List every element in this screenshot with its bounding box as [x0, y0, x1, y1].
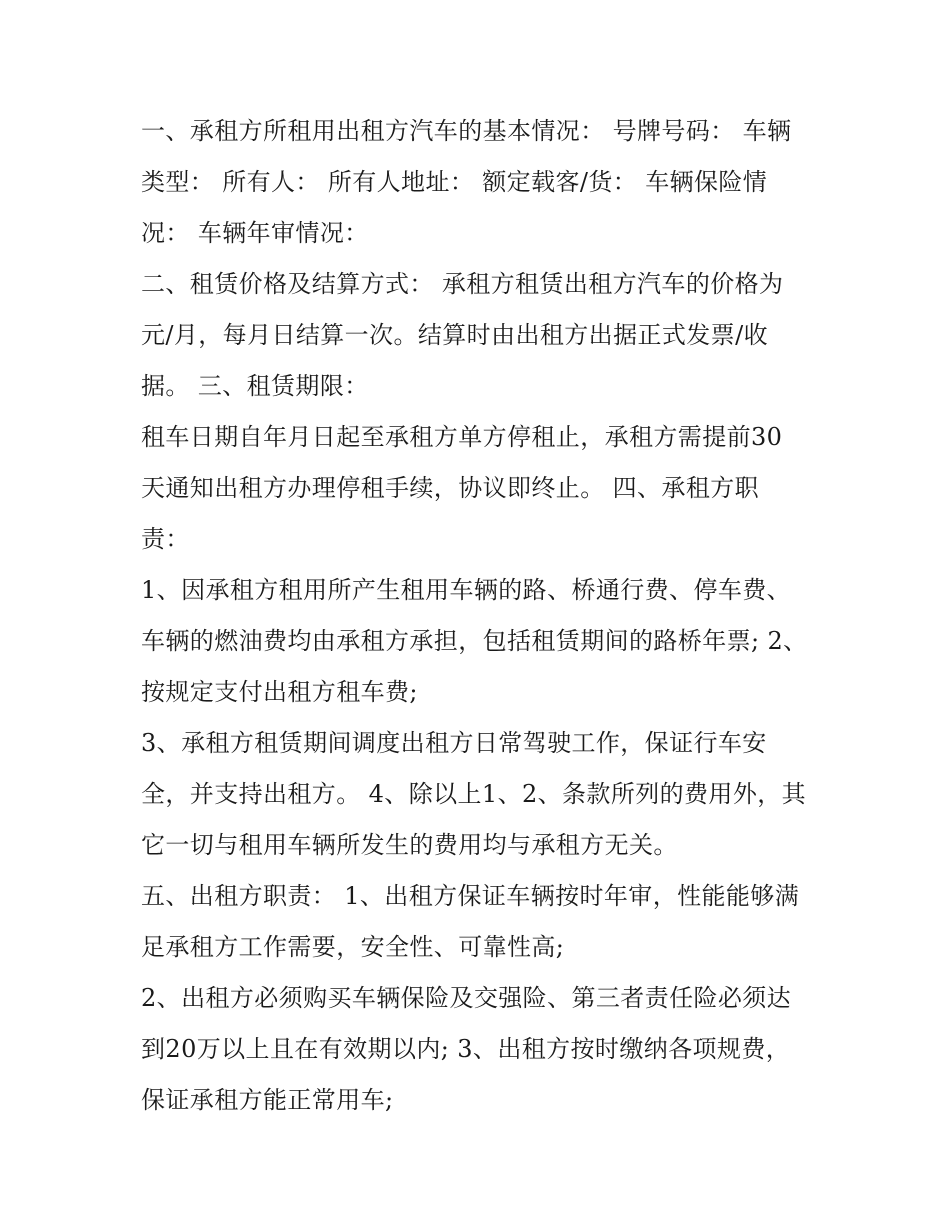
- document-body: [141, 106, 821, 1126]
- paragraph-lessor-duty-1: 五、出租方职责： 1、出租方保证车辆按时年审，性能能够满 足承租方工作需要，安全性、可靠性高;: [141, 882, 800, 961]
- paragraph-rental-period: 租车日期自年月日起至承租方单方停租止，承租方需提前30 天通知出租方办理停租手续，协议即终止。 四、承租方职 责：: [141, 423, 783, 553]
- paragraph-vehicle-info: 一、承租方所租用出租方汽车的基本情况： 号牌号码： 车辆 类型： 所有人： 所有人地址： 额定载客/货： 车辆保险情 况： 车辆年审情况：: [141, 117, 792, 247]
- paragraph-lessee-duty-1-2: 1、因承租方租用所产生租用车辆的路、桥通行费、停车费、 车辆的燃油费均由承租方承担，包括租赁期间的路桥年票; 2、 按规定支付出租方租车费;: [141, 576, 808, 706]
- paragraph-lessee-duty-3-4: 3、承租方租赁期间调度出租方日常驾驶工作，保证行车安 全，并支持出租方。 4、除以上1、2、条款所列的费用外，其 它一切与租用车辆所发生的费用均与承租方无关。: [141, 729, 807, 859]
- paragraph-lessor-duty-2-3: 2、出租方必须购买车辆保险及交强险、第三者责任险必须达 到20万以上且在有效期以内; 3、出租方按时缴纳各项规费， 保证承租方能正常用车;: [141, 984, 792, 1114]
- paragraph-price-and-term: 二、租赁价格及结算方式： 承租方租赁出租方汽车的价格为 元/月，每月日结算一次。结算时由出租方出据正式发票/收 据。 三、租赁期限：: [141, 270, 784, 400]
